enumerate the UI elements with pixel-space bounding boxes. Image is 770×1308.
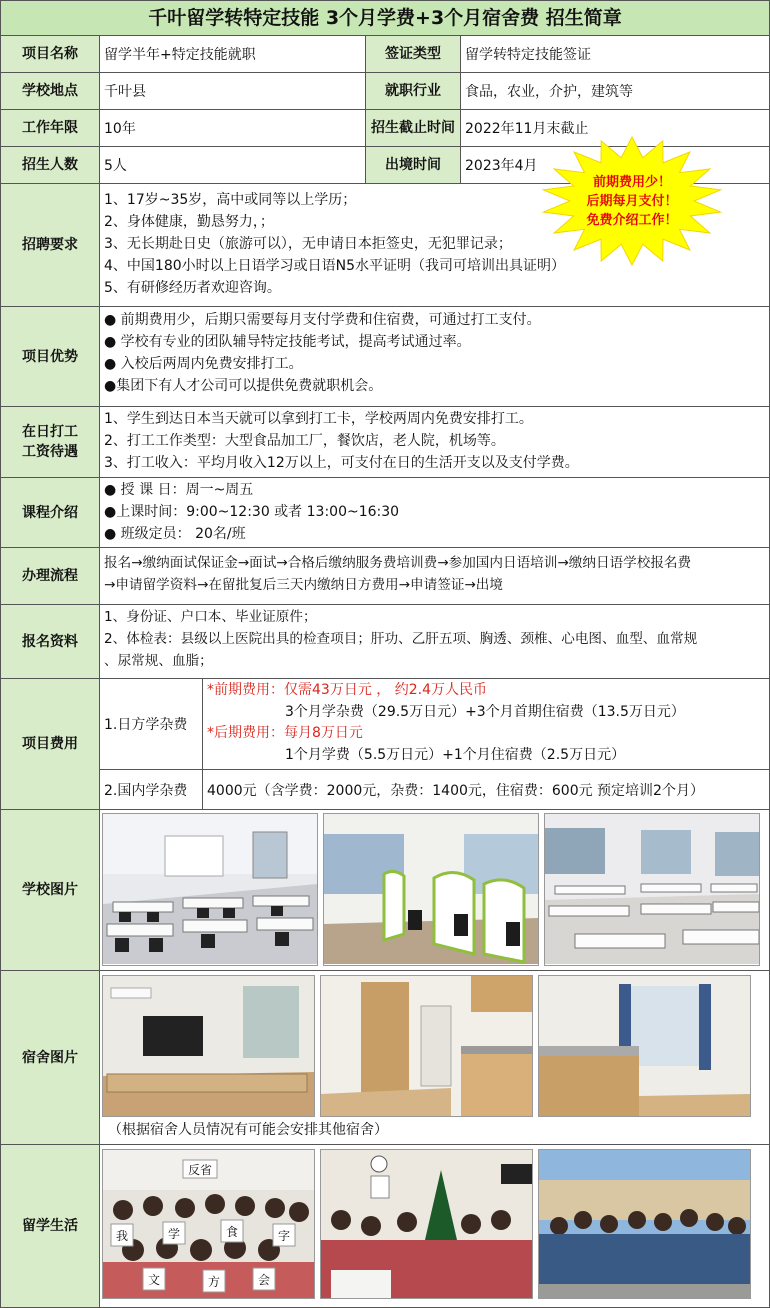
outing-group-photo xyxy=(538,1149,751,1299)
industry-value: 食品，农业，介护，建筑等 xyxy=(465,84,633,100)
list-item: 3、打工收入：平均月收入12万以上，可支付在日的生活开支以及支付学费。 xyxy=(104,455,579,471)
list-item: ● 授 课 日：周一~周五 xyxy=(104,482,254,498)
list-item: 5、有研修经历者欢迎咨询。 xyxy=(104,280,281,296)
school-photos-label: 学校图片 xyxy=(1,810,100,970)
materials-line: 1、身份证、户口本、毕业证原件； xyxy=(104,609,317,625)
fees-section xyxy=(1,679,769,810)
info-row-project xyxy=(1,36,769,73)
student-life-photo-strip xyxy=(100,1145,769,1307)
course-section xyxy=(1,478,769,548)
student-life-label: 留学生活 xyxy=(1,1145,100,1307)
list-item: 1、学生到达日本当天就可以拿到打工卡，学校两周内免费安排打工。 xyxy=(104,411,533,427)
early-fee-detail: 3个月学杂费（29.5万日元）+3个月首期住宿费（13.5万日元） xyxy=(285,703,685,720)
list-item: 1、17岁~35岁，高中或同等以上学历； xyxy=(104,192,357,208)
school-location-label: 学校地点 xyxy=(1,73,100,109)
process-text xyxy=(100,548,769,604)
list-item: 2、身体健康，勤恳努力，； xyxy=(104,214,274,230)
photo-sign-text: 食 xyxy=(225,1225,239,1239)
work-years-label: 工作年限 xyxy=(1,110,100,146)
fees-label: 项目费用 xyxy=(1,679,100,809)
dorm-photo-area xyxy=(100,971,769,1144)
materials-label: 报名资料 xyxy=(1,605,100,678)
materials-text xyxy=(100,605,769,678)
fees-cn-label: 2.国内学杂费 xyxy=(100,770,203,809)
work-years-value: 10年 xyxy=(100,110,366,146)
photo-sign-text: 文 xyxy=(147,1273,161,1287)
dorm-photo-strip xyxy=(100,971,769,1119)
classroom-photo-1 xyxy=(102,813,318,966)
process-label: 办理流程 xyxy=(1,548,100,604)
photo-sign-text: 方 xyxy=(207,1275,221,1289)
materials-line: 2、体检表：县级以上医院出具的检查项目；肝功、乙肝五项、胸透、颈椎、心电图、血型、血常规 xyxy=(104,631,698,647)
project-name-value: 留学半年+特定技能就职 xyxy=(100,36,366,72)
parttime-list xyxy=(100,407,769,477)
school-photo-strip xyxy=(100,810,769,970)
list-item: ●集团下有人才公司可以提供免费就职机会。 xyxy=(104,378,383,394)
dorm-photos-section xyxy=(1,971,769,1145)
photo-sign-text: 学 xyxy=(167,1227,181,1241)
list-item: 3、无长期赴日史（旅游可以），无申请日本拒签史，无犯罪记录； xyxy=(104,236,512,252)
course-list xyxy=(100,478,769,547)
student-life-section xyxy=(1,1145,769,1307)
deadline-value: 2022年11月末截止 xyxy=(465,121,589,137)
dorm-kitchen-photo-2 xyxy=(538,975,751,1117)
later-fee-detail: 1个月学费（5.5万日元）+1个月住宿费（2.5万日元） xyxy=(285,746,626,763)
list-item: 2、打工工作类型：大型食品加工厂，餐饮店，老人院，机场等。 xyxy=(104,433,505,449)
class-event-photo xyxy=(320,1149,533,1299)
classroom-photo-2 xyxy=(544,813,760,966)
process-section xyxy=(1,548,769,605)
parttime-label-line2: 工资待遇 xyxy=(22,444,78,460)
visa-label: 签证类型 xyxy=(366,36,461,72)
promo-line: 前期费用少！ xyxy=(592,174,671,190)
promo-line: 免费介绍工作！ xyxy=(586,212,678,228)
fees-jp-detail xyxy=(203,679,769,769)
school-location-value: 千叶县 xyxy=(100,73,366,109)
parttime-section xyxy=(1,407,769,478)
fees-jp-label: 1.日方学杂费 xyxy=(100,679,203,769)
fees-cn-detail: 4000元（含学费：2000元，杂费：1400元，住宿费：600元 预定培训2个月） xyxy=(207,782,704,799)
list-item: ●上课时间：9:00~12:30 或者 13:00~16:30 xyxy=(104,504,400,520)
advantages-list xyxy=(100,307,769,406)
photo-sign-text: 会 xyxy=(257,1273,271,1287)
later-fee-label: *后期费用：每月8万日元 xyxy=(207,725,363,741)
visa-value: 留学转特定技能签证 xyxy=(465,47,591,63)
deadline-label: 招生截止时间 xyxy=(366,110,461,146)
process-line: 报名→缴纳面试保证金→面试→合格后缴纳服务费培训费→参加国内日语培训→缴纳日语学校报名费 xyxy=(104,555,692,571)
photo-sign-text: 反省 xyxy=(187,1163,213,1177)
process-line: →申请留学资料→在留批复后三天内缴纳日方费用→申请签证→出境 xyxy=(104,577,503,593)
list-item: ● 学校有专业的团队辅导特定技能考试，提高考试通过率。 xyxy=(104,334,471,350)
advantages-label: 项目优势 xyxy=(1,307,100,406)
parttime-label xyxy=(1,407,100,477)
fees-cn-row xyxy=(100,770,769,809)
industry-label: 就职行业 xyxy=(366,73,461,109)
enrollment-count-value: 5人 xyxy=(100,147,366,183)
list-item: ● 前期费用少，后期只需要每月支付学费和住宿费，可通过打工支付。 xyxy=(104,312,541,328)
photo-sign-text: 字 xyxy=(277,1229,291,1243)
departure-label: 出境时间 xyxy=(366,147,461,183)
list-item: ● 入校后两周内免费安排打工。 xyxy=(104,356,303,372)
page-title: 千叶留学转特定技能 3个月学费+3个月宿舍费 招生简章 xyxy=(1,1,769,36)
promo-starburst-text xyxy=(541,139,723,263)
course-label: 课程介绍 xyxy=(1,478,100,547)
info-row-school xyxy=(1,73,769,110)
dorm-room-photo xyxy=(102,975,315,1117)
list-item: 4、中国180小时以上日语学习或日语N5水平证明（我司可培训出具证明） xyxy=(104,258,566,274)
early-fee-label: *前期费用：仅需43万日元 ， 约2.4万人民币 xyxy=(207,682,487,698)
study-room-photo xyxy=(323,813,539,966)
advantages-section xyxy=(1,307,769,407)
parttime-label-line1: 在日打工 xyxy=(22,424,78,440)
promo-line: 后期每月支付！ xyxy=(586,193,678,209)
departure-value: 2023年4月 xyxy=(465,158,538,174)
enrollment-count-label: 招生人数 xyxy=(1,147,100,183)
photo-sign-text: 我 xyxy=(115,1229,129,1243)
class-group-photo xyxy=(102,1149,315,1299)
materials-line: 、尿常规、血脂； xyxy=(104,653,213,669)
dorm-photos-label: 宿舍图片 xyxy=(1,971,100,1144)
list-item: ● 班级定员： 20名/班 xyxy=(104,526,246,542)
dorm-kitchen-photo xyxy=(320,975,533,1117)
materials-section xyxy=(1,605,769,679)
requirements-label: 招聘要求 xyxy=(1,184,100,306)
fees-jp-row xyxy=(100,679,769,770)
fees-table xyxy=(100,679,769,809)
dorm-note: （根据宿舍人员情况有可能会安排其他宿舍） xyxy=(108,1122,388,1138)
school-photos-section xyxy=(1,810,769,971)
project-name-label: 项目名称 xyxy=(1,36,100,72)
